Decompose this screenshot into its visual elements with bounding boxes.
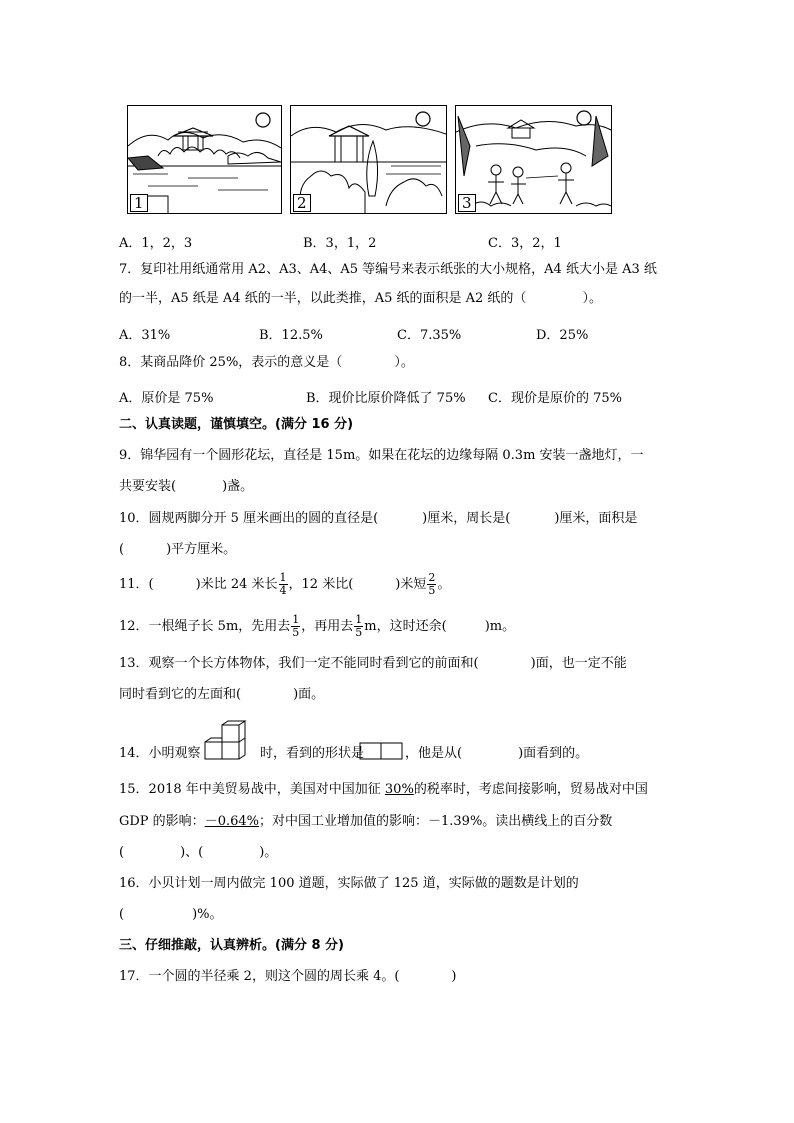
- scene-picture-3: [455, 105, 612, 214]
- two-squares-view-icon: [359, 742, 403, 760]
- fraction-denominator: 5: [428, 584, 436, 597]
- fraction-denominator: 5: [292, 626, 300, 639]
- q10-line2: [119, 543, 236, 556]
- fraction-numerator: 1: [355, 613, 363, 627]
- q8-option-a: A．原价是 75%: [119, 391, 214, 406]
- fraction: [354, 614, 363, 638]
- q13-text: )面，也一定不能: [530, 656, 627, 671]
- q15-text: (: [119, 845, 125, 860]
- fraction-denominator: 4: [279, 584, 287, 597]
- picture-number: 1: [130, 194, 148, 213]
- q10-text-end: )平方厘米。: [166, 542, 237, 557]
- underlined-percent: －0.64%: [204, 814, 259, 829]
- q11-text: )米比 24 米长: [195, 577, 278, 592]
- q13-line1: [119, 657, 627, 670]
- q12-text: m，这时还余(: [364, 619, 447, 634]
- picture-number: 3: [458, 194, 476, 213]
- fraction-numerator: 2: [428, 571, 436, 585]
- pavilion-trees-illustration: [291, 106, 446, 213]
- q6-option-a: A．1，2，3: [119, 236, 193, 251]
- q13-text-end: )面。: [293, 687, 325, 702]
- q17-line: [119, 970, 457, 983]
- cube-stack-icon: [204, 720, 258, 761]
- q16-text-end: )%。: [192, 907, 223, 922]
- section-2-heading: 二、认真读题，谨慎填空。(满分 16 分): [119, 417, 354, 432]
- q8-option-c: C．现价是原价的 75%: [488, 391, 622, 406]
- q15-line1: [119, 783, 648, 796]
- fraction-numerator: 1: [292, 613, 300, 627]
- q15-text: 的税率时，考虑间接影响，贸易战对中国: [413, 782, 648, 797]
- q14-text-end: )面看到的。: [518, 746, 589, 761]
- q14-text: 时，看到的形状是: [260, 746, 365, 761]
- q7-text-end: ）。: [582, 291, 602, 306]
- people-park-illustration: [456, 106, 611, 213]
- q8-text-end: ）。: [394, 355, 414, 370]
- q7-text: 的一半，A5 纸是 A4 纸的一半，以此类推，A5 纸的面积是 A2 纸的（: [119, 291, 527, 306]
- q7-option-b: B．12.5%: [259, 328, 323, 343]
- q14-text: ，他是从(: [405, 746, 463, 761]
- q15-text: GDP 的影响：: [119, 814, 205, 829]
- fraction: [291, 614, 300, 638]
- q7-line1: 7．复印社用纸通常用 A2、A3、A4、A5 等编号来表示纸张的大小规格，A4 纸大小是 A3 纸: [119, 262, 657, 277]
- q16-text: (: [119, 907, 125, 922]
- scene-picture-2: [290, 105, 447, 214]
- q9-line1: 9．锦华园有一个圆形花坛，直径是 15m。如果在花坛的边缘每隔 0.3m 安装一盏地灯，一: [119, 448, 644, 463]
- q11-text: ，12 米比(: [288, 577, 354, 592]
- q11-line: [119, 570, 450, 600]
- q15-text: ；对中国工业增加值的影响：－1.39%。读出横线上的百分数: [259, 814, 613, 829]
- q16-line2: [119, 908, 223, 921]
- q11-text-end: 。: [437, 577, 451, 592]
- q8-option-b: B．现价比原价降低了 75%: [306, 391, 466, 406]
- fraction-denominator: 5: [355, 626, 363, 639]
- q15-line2: [119, 815, 612, 828]
- pavilion-lake-illustration: [128, 106, 281, 213]
- q15-text: )、(: [180, 845, 204, 860]
- q7-option-d: D．25%: [536, 328, 589, 343]
- q12-line: [119, 612, 515, 642]
- q7-line2: [119, 292, 602, 305]
- q14-tail: [405, 747, 588, 760]
- q14-text: 14．小明观察: [119, 746, 201, 761]
- q17-text: 17．一个圆的半径乘 2，则这个圆的周长乘 4。(: [119, 969, 400, 984]
- fraction: [427, 572, 436, 596]
- q11-text: 11．(: [119, 577, 154, 592]
- q10-text: 10．圆规两脚分开 5 厘米画出的圆的直径是(: [119, 511, 379, 526]
- q12-text-end: )m。: [484, 619, 516, 634]
- q8-text: 8．某商品降价 25%，表示的意义是（: [119, 355, 343, 370]
- q7-option-c: C．7.35%: [397, 328, 462, 343]
- fraction: [279, 572, 288, 596]
- q17-text-end: ): [451, 969, 457, 984]
- q15-text-end: )。: [259, 845, 278, 860]
- fraction-numerator: 1: [279, 571, 287, 585]
- q13-line2: [119, 688, 324, 701]
- q10-text: )厘米，面积是: [554, 511, 638, 526]
- q7-option-a: A．31%: [119, 328, 171, 343]
- q13-text: 13．观察一个长方体物体，我们一定不能同时看到它的前面和(: [119, 656, 479, 671]
- q9-line2: [119, 480, 253, 493]
- q6-option-b: B．3，1，2: [303, 236, 377, 251]
- q9-text: 共要安装(: [119, 479, 177, 494]
- section-3-heading: 三、仔细推敲，认真辨析。(满分 8 分): [119, 938, 344, 953]
- q6-option-c: C．3，2，1: [488, 236, 562, 251]
- q15-text: 15．2018 年中美贸易战中，美国对中国加征: [119, 782, 385, 797]
- q11-text: )米短: [395, 577, 427, 592]
- picture-number: 2: [293, 194, 311, 213]
- q12-text: 12．一根绳子长 5m，先用去: [119, 619, 291, 634]
- q9-text-end: )盏。: [222, 479, 254, 494]
- q10-line1: [119, 512, 637, 525]
- underlined-percent: 30%: [384, 782, 414, 797]
- q15-line3: [119, 846, 277, 859]
- q16-line1: 16．小贝计划一周内做完 100 道题，实际做了 125 道，实际做的题数是计划的: [119, 876, 579, 891]
- q10-text: (: [119, 542, 125, 557]
- q13-text: 同时看到它的左面和(: [119, 687, 242, 702]
- q8-line: [119, 356, 414, 369]
- q12-text: ，再用去: [301, 619, 354, 634]
- scene-picture-1: [127, 105, 282, 214]
- q10-text: )厘米，周长是(: [422, 511, 511, 526]
